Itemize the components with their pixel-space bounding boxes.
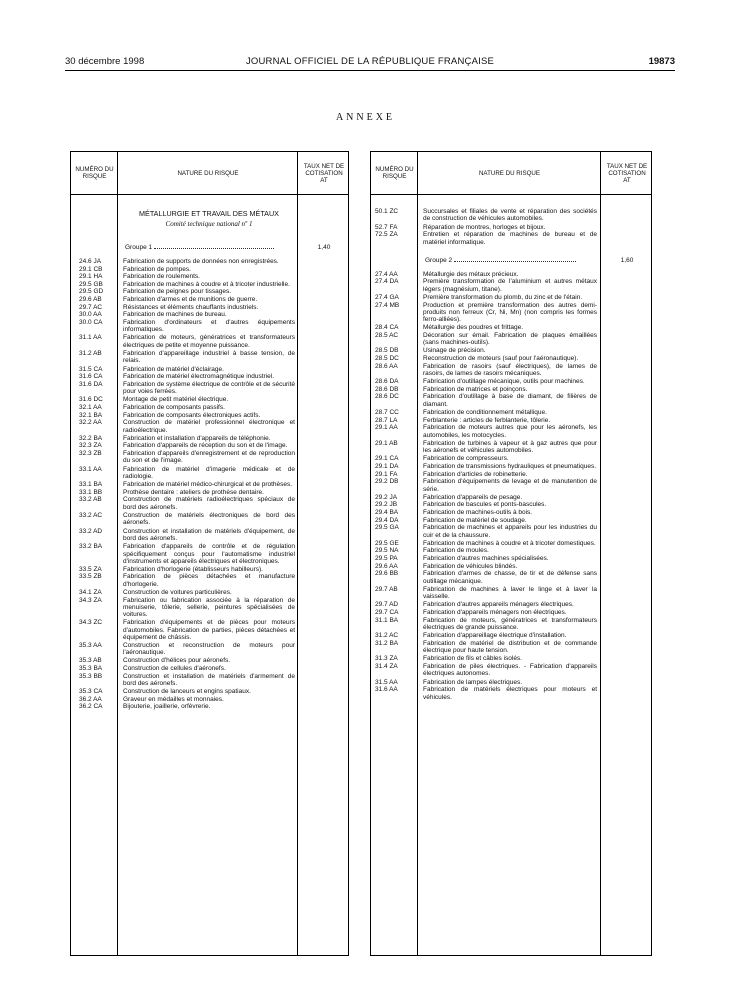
risk-description: Fabrication de peignes pour tissages. xyxy=(123,288,232,296)
risk-description: Fabrication d'autres appareils ménagers électriques. xyxy=(423,601,574,609)
risk-description: Fabrication d'autres machines spécialisées. xyxy=(423,555,549,562)
risk-code: 29.6 AB xyxy=(79,296,102,303)
left-table xyxy=(70,151,349,956)
risk-description: Graveur en médailles et monnaies. xyxy=(123,695,224,703)
risk-code: 32.2 AA xyxy=(79,419,102,427)
risk-code: 33.2 AC xyxy=(79,512,103,519)
risk-code: 28.7 LA xyxy=(375,416,398,424)
table-row xyxy=(71,304,348,311)
table-row xyxy=(371,509,651,516)
table-row xyxy=(71,696,348,703)
header-taux: TAUX NET DE COTISATION AT xyxy=(303,162,345,184)
risk-description: Première transformation du plomb, du zinc et de l'étain. xyxy=(423,294,583,301)
table-row xyxy=(71,366,348,373)
table-row xyxy=(71,334,348,349)
table-row xyxy=(371,640,651,655)
group-1-rate: 1,40 xyxy=(317,244,331,251)
table-row xyxy=(71,381,348,396)
risk-description: Fabrication de conditionnement métallique. xyxy=(423,409,547,416)
table-row xyxy=(71,273,348,280)
risk-code: 24.6 JA xyxy=(79,258,102,265)
table-row xyxy=(371,332,651,347)
table-row xyxy=(71,573,348,588)
risk-code: 31.2 AB xyxy=(79,350,102,357)
risk-code: 31.4 ZA xyxy=(375,663,398,670)
risk-description: Fabrication de matériel d'éclairage. xyxy=(123,365,224,373)
risk-description: Reconstruction de moteurs (sauf pour l'aéronautique). xyxy=(423,355,579,362)
risk-code: 29.5 GA xyxy=(375,524,399,532)
table-row xyxy=(371,455,651,462)
risk-code: 50.1 ZC xyxy=(375,208,399,215)
risk-code: 31.6 DA xyxy=(79,380,103,388)
risk-description: Construction et installation de matériels d'armement de bord des aéronefs. xyxy=(123,672,295,687)
risk-description: Fabrication de turbines à vapeur et à gaz autres que pour les aéronefs et véhicules automobiles. xyxy=(423,439,597,455)
risk-description: Fabrication d'armes et de munitions de guerre. xyxy=(123,296,258,303)
risk-description: Fabrication de transmissions hydrauliques et pneumatiques. xyxy=(423,463,597,470)
risk-code: 30.0 AA xyxy=(79,311,102,319)
risk-description: Fabrication de matériel médico-chirurgical et de prothèses. xyxy=(123,481,293,489)
risk-description: Fabrication de moteurs, génératrices et transformateurs électriques de petite et moyenne puissance. xyxy=(123,334,295,349)
risk-code: 29.7 CA xyxy=(375,609,399,616)
risk-code: 27.4 GA xyxy=(375,294,399,301)
table-row xyxy=(71,665,348,672)
risk-description: Fabrication de machines-outils à bois. xyxy=(423,509,533,516)
risk-code: 31.5 CA xyxy=(79,365,103,373)
left-table-header xyxy=(71,152,348,195)
page-header xyxy=(65,56,675,71)
risk-description: Fabrication de matériel d'imagerie médicale et de radiologie. xyxy=(123,465,295,480)
table-row xyxy=(71,688,348,695)
right-table xyxy=(370,151,652,956)
risk-description: Fabrication ou fabrication associée à la réparation de menuiserie, tôlerie, sellerie, peintures spécialisées de voitures. xyxy=(123,596,295,619)
table-row xyxy=(71,566,348,573)
table-row xyxy=(371,347,651,354)
risk-description: Usinage de précision. xyxy=(423,347,486,355)
left-table-body xyxy=(71,196,348,955)
table-row xyxy=(371,547,651,554)
risk-description: Première transformation de l'aluminium et autres métaux légers (magnésium, titane). xyxy=(423,278,597,293)
table-row xyxy=(371,655,651,662)
risk-code: 52.7 FA xyxy=(375,223,398,231)
table-row xyxy=(371,632,651,639)
risk-description: Prothèse dentaire : ateliers de prothèse dentaire. xyxy=(123,488,264,496)
table-row xyxy=(371,424,651,439)
table-row xyxy=(71,489,348,496)
risk-description: Production et première transformation des autres demi-produits non ferreux (Cr, Ni, Mn) (non compris les formes ferro-alliées). xyxy=(423,301,597,324)
risk-description: Fabrication d'appareils d'enregistrement et de reproduction du son et de l'image. xyxy=(123,450,295,465)
table-row xyxy=(371,271,651,278)
group-1-label: Groupe 1 xyxy=(125,244,293,251)
risk-code: 29.1 HA xyxy=(79,273,103,281)
table-row xyxy=(71,404,348,411)
table-row xyxy=(371,663,651,678)
table-row xyxy=(371,231,651,246)
risk-code: 33.1 BA xyxy=(79,481,103,489)
risk-code: 27.4 AA xyxy=(375,270,398,278)
risk-description: Construction de cellules d'aéronefs. xyxy=(123,665,226,672)
table-row xyxy=(71,597,348,619)
risk-code: 35.3 BB xyxy=(79,672,103,680)
table-row xyxy=(71,319,348,334)
table-row xyxy=(371,386,651,393)
table-row xyxy=(371,517,651,524)
table-row xyxy=(71,311,348,318)
table-row xyxy=(371,563,651,570)
risk-code: 28.7 CC xyxy=(375,409,399,416)
risk-description: Fabrication d'appareils de pesage. xyxy=(423,493,523,501)
risk-code: 34.1 ZA xyxy=(79,589,102,596)
table-row xyxy=(71,396,348,403)
risk-code: 32.3 ZA xyxy=(79,442,102,450)
table-row xyxy=(71,266,348,273)
risk-code: 31.5 AA xyxy=(375,678,398,686)
risk-code: 29.4 BA xyxy=(375,509,399,516)
table-row xyxy=(371,478,651,493)
table-row xyxy=(371,471,651,478)
risk-description: Fabrication de moteurs, génératrices et transformateurs électriques de grande puissance. xyxy=(423,616,597,631)
header-taux: TAUX NET DE COTISATION AT xyxy=(606,162,648,184)
header-numero: NUMÉRO DU RISQUE xyxy=(375,166,414,180)
risk-code: 29.7 AC xyxy=(79,303,103,311)
risk-code: 35.3 AB xyxy=(79,657,102,665)
risk-description: Résistances et éléments chauffants industriels. xyxy=(123,303,259,311)
risk-code: 28.5 DC xyxy=(375,355,399,362)
risk-code: 31.6 CA xyxy=(79,373,103,381)
table-row xyxy=(71,466,348,481)
header-page-number: 19873 xyxy=(648,56,675,67)
annexe-title: ANNEXE xyxy=(335,112,396,123)
table-row xyxy=(371,686,651,701)
risk-code: 29.5 GD xyxy=(79,288,104,296)
risk-description: Fabrication d'outillage mécanique, outils pour machines. xyxy=(423,378,585,386)
table-row xyxy=(71,435,348,442)
risk-description: Fabrication de fils et câbles isolés. xyxy=(423,655,522,663)
header-nature: NATURE DU RISQUE xyxy=(177,169,239,177)
table-row xyxy=(71,450,348,465)
risk-description: Construction et installation de matériels d'équipement, de bord des aéronefs. xyxy=(123,527,295,542)
risk-description: Fabrication d'appareillage industriel à basse tension, de relais. xyxy=(123,350,295,365)
table-row xyxy=(71,619,348,641)
table-row xyxy=(71,281,348,288)
risk-description: Fabrication d'articles de robinetterie. xyxy=(423,470,528,478)
risk-description: Construction de matériel professionnel électronique et radioélectrique. xyxy=(123,419,295,434)
header-journal-title: JOURNAL OFFICIEL DE LA RÉPUBLIQUE FRANÇAISE xyxy=(245,56,495,67)
risk-description: Fabrication de machines à laver le linge et à laver la vaisselle. xyxy=(423,585,597,601)
right-table-header xyxy=(371,152,651,195)
header-numero: NUMÉRO DU RISQUE xyxy=(75,166,114,180)
risk-description: Fabrication de composants passifs. xyxy=(123,404,225,411)
risk-code: 29.7 AB xyxy=(375,585,398,593)
table-row xyxy=(371,555,651,562)
risk-description: Ferblanterie : articles de ferblanterie, tôlerie. xyxy=(423,416,551,424)
table-row xyxy=(71,543,348,565)
risk-description: Fabrication de moteurs autres que pour les aéronefs, les automobiles, les motocycles. xyxy=(423,424,597,439)
risk-code: 29.4 DA xyxy=(375,516,399,524)
table-row xyxy=(71,673,348,688)
table-row xyxy=(371,302,651,324)
risk-description: Fabrication de matériel électromagnétique industriel. xyxy=(123,373,275,381)
risk-code: 72.5 ZA xyxy=(375,231,398,239)
risk-code: 29.5 NA xyxy=(375,547,399,555)
table-row xyxy=(371,524,651,539)
risk-description: Fabrication de matériels électriques pour moteurs et véhicules. xyxy=(423,686,597,701)
section-title: MÉTALLURGIE ET TRAVAIL DES MÉTAUX xyxy=(139,209,279,218)
risk-description: Fabrication de machines à coudre et à tricoter industrielle. xyxy=(123,280,290,288)
risk-code: 28.6 DC xyxy=(375,393,399,401)
group-2-rate: 1,60 xyxy=(620,256,634,264)
table-row xyxy=(371,224,651,231)
risk-description: Construction de matériels radioélectriques spéciaux de bord des aéronefs. xyxy=(123,496,295,511)
risk-code: 33.2 AB xyxy=(79,496,102,504)
risk-code: 29.1 FA xyxy=(375,470,398,478)
risk-code: 35.3 BA xyxy=(79,665,103,672)
risk-code: 32.1 BA xyxy=(79,411,103,419)
risk-code: 32.2 BA xyxy=(79,434,103,442)
risk-description: Construction d'hélices pour aéronefs. xyxy=(123,657,231,665)
table-row xyxy=(71,288,348,295)
table-row xyxy=(371,294,651,301)
risk-description: Fabrication de machines et appareils pour les industries du cuir et de la chaussure. xyxy=(423,524,597,539)
risk-code: 29.6 BB xyxy=(375,570,399,578)
risk-description: Succursales et filiales de vente et réparation des sociétés de construction de véhicules automobiles. xyxy=(423,208,597,223)
table-row xyxy=(371,609,651,616)
risk-code: 29.1 CB xyxy=(79,265,103,273)
risk-code: 33.2 BA xyxy=(79,543,103,551)
risk-code: 33.2 AD xyxy=(79,527,103,535)
header-nature: NATURE DU RISQUE xyxy=(478,169,541,177)
risk-description: Fabrication de compresseurs. xyxy=(423,455,509,463)
table-row xyxy=(371,409,651,416)
risk-description: Fabrication de moules. xyxy=(423,547,489,555)
risk-code: 29.2 JA xyxy=(375,493,398,501)
risk-code: 33.1 AA xyxy=(79,465,102,473)
risk-description: Construction de voitures particulières. xyxy=(123,589,232,596)
group-2-label: Groupe 2 xyxy=(425,257,597,264)
risk-code: 33.5 ZA xyxy=(79,565,102,573)
risk-code: 29.5 PA xyxy=(375,555,398,562)
risk-code: 29.5 GB xyxy=(79,280,103,288)
table-row xyxy=(371,363,651,378)
risk-description: Fabrication de matrices et poinçons. xyxy=(423,385,528,393)
right-table-body xyxy=(371,196,651,955)
risk-code: 27.4 MB xyxy=(375,301,400,309)
table-row xyxy=(71,657,348,664)
risk-code: 31.6 AA xyxy=(375,686,398,694)
table-row xyxy=(71,512,348,527)
table-row xyxy=(371,540,651,547)
risk-description: Construction de lanceurs et engins spatiaux. xyxy=(123,688,251,696)
risk-description: Métallurgie des poudres et frittage. xyxy=(423,324,524,332)
risk-description: Métallurgie des métaux précieux. xyxy=(423,270,519,278)
risk-code: 34.3 ZC xyxy=(79,619,103,627)
risk-description: Fabrication de matériel de soudage. xyxy=(423,516,527,524)
table-row xyxy=(371,378,651,385)
table-row xyxy=(71,496,348,511)
risk-description: Entretien et réparation de machines de bureau et de matériel informatique. xyxy=(423,231,597,246)
risk-code: 30.0 CA xyxy=(79,318,103,326)
table-row xyxy=(71,258,348,265)
table-row xyxy=(71,350,348,365)
risk-description: Fabrication de pompes. xyxy=(123,265,191,273)
risk-code: 32.3 ZB xyxy=(79,450,102,457)
risk-description: Fabrication de composants électroniques actifs. xyxy=(123,411,261,419)
table-row xyxy=(71,419,348,434)
risk-code: 29.1 AB xyxy=(375,439,398,447)
risk-code: 28.6 DB xyxy=(375,385,399,393)
risk-code: 31.1 BA xyxy=(375,616,399,624)
risk-code: 29.7 AD xyxy=(375,601,399,609)
table-row xyxy=(71,642,348,657)
risk-code: 29.1 DA xyxy=(375,463,399,470)
risk-description: Fabrication d'appareils de réception du son et de l'image. xyxy=(123,442,288,450)
risk-description: Bijouterie, joaillerie, orfèvrerie. xyxy=(123,703,211,711)
risk-code: 29.5 GE xyxy=(375,539,399,547)
risk-description: Fabrication d'équipements et de pièces pour moteurs d'automobiles. Fabrication de parties, pièces détachées et équipement de châssis. xyxy=(123,619,295,641)
risk-description: Fabrication d'outillage à base de diamant, de filières de diamant. xyxy=(423,393,597,408)
risk-description: Fabrication d'appareils de contrôle et de régulation spécifiquement conçus pour l'automatisme industriel d'instruments et appareils électriques et électroniques. xyxy=(123,543,295,565)
risk-description: Fabrication d'armes de chasse, de tir et de défense sans outillage mécanique. xyxy=(423,570,597,585)
table-row xyxy=(371,208,651,223)
table-row xyxy=(371,355,651,362)
risk-description: Fabrication d'équipements de levage et de manutention de série. xyxy=(423,478,597,493)
risk-description: Fabrication de bascules et ponts-bascules. xyxy=(423,501,547,509)
table-row xyxy=(371,278,651,293)
table-row xyxy=(371,679,651,686)
risk-code: 32.1 AA xyxy=(79,404,102,411)
risk-code: 28.4 CA xyxy=(375,324,399,332)
risk-code: 33.5 ZB xyxy=(79,573,102,581)
table-row xyxy=(371,417,651,424)
table-row xyxy=(371,586,651,601)
committee-label: Comité technique national nº 1 xyxy=(165,220,253,228)
risk-description: Fabrication de machines de bureau. xyxy=(123,311,227,319)
risk-description: Fabrication de rasoirs (sauf électriques), de lames de rasoirs, de lames de rasoirs mécaniques. xyxy=(423,362,597,377)
risk-code: 31.6 DC xyxy=(79,396,103,404)
table-row xyxy=(71,589,348,596)
risk-description: Fabrication de matériel de distribution et de commande électrique pour haute tension. xyxy=(423,639,597,655)
risk-description: Fabrication d'ordinateurs et d'autres équipements informatiques. xyxy=(123,318,295,334)
table-row xyxy=(71,296,348,303)
risk-code: 31.1 AA xyxy=(79,334,102,342)
risk-code: 28.6 AA xyxy=(375,362,398,370)
risk-description: Décoration sur émail. Fabrication de plaques émaillées (sans machines-outils). xyxy=(423,331,597,347)
table-row xyxy=(71,528,348,543)
risk-description: Fabrication d'appareillage électrique d'installation. xyxy=(423,632,567,640)
header-date: 30 décembre 1998 xyxy=(65,56,145,67)
risk-description: Fabrication de lampes électriques. xyxy=(423,678,522,686)
risk-code: 28.6 DA xyxy=(375,378,399,386)
risk-code: 35.3 AA xyxy=(79,641,102,649)
table-row xyxy=(371,440,651,455)
risk-code: 36.2 CA xyxy=(79,703,103,711)
risk-code: 29.1 CA xyxy=(375,455,399,463)
table-row xyxy=(371,324,651,331)
risk-code: 31.3 ZA xyxy=(375,655,398,663)
table-row xyxy=(371,601,651,608)
risk-description: Fabrication d'horlogerie (établisseurs habilleurs). xyxy=(123,565,263,573)
table-row xyxy=(371,393,651,408)
table-row xyxy=(371,570,651,585)
risk-code: 29.2 JB xyxy=(375,501,398,509)
risk-description: Fabrication d'appareils ménagers non électriques. xyxy=(423,609,567,616)
table-row xyxy=(371,463,651,470)
risk-description: Construction de matériels électroniques de bord des aéronefs. xyxy=(123,512,295,527)
risk-code: 28.5 AC xyxy=(375,331,399,339)
risk-description: Fabrication et installation d'appareils de téléphonie. xyxy=(123,434,271,442)
risk-code: 29.2 DB xyxy=(375,478,399,486)
table-row xyxy=(371,617,651,632)
risk-code: 31.2 BA xyxy=(375,639,399,647)
risk-description: Fabrication de système électrique de contrôle et de sécurité pour voies ferrées. xyxy=(123,380,295,396)
risk-description: Fabrication de véhicules blindés. xyxy=(423,562,518,570)
risk-description: Fabrication de machines à coudre et à tricoter domestiques. xyxy=(423,539,596,547)
risk-code: 35.3 CA xyxy=(79,688,103,696)
risk-code: 33.1 BB xyxy=(79,488,103,496)
table-row xyxy=(71,703,348,710)
risk-description: Fabrication de roulements. xyxy=(123,273,200,281)
risk-code: 28.5 DB xyxy=(375,347,399,355)
risk-code: 36.2 AA xyxy=(79,695,102,703)
risk-description: Construction et reconstruction de moteurs pour l'aéronautique. xyxy=(123,641,295,657)
risk-description: Montage de petit matériel électrique. xyxy=(123,396,229,404)
table-row xyxy=(71,373,348,380)
risk-description: Fabrication de supports de données non enregistrées. xyxy=(123,258,279,265)
table-row xyxy=(371,501,651,508)
table-row xyxy=(71,412,348,419)
table-row xyxy=(71,481,348,488)
risk-description: Fabrication de piles électriques. - Fabrication d'appareils électriques autonomes. xyxy=(423,663,597,678)
risk-code: 27.4 DA xyxy=(375,278,399,286)
risk-description: Fabrication de pièces détachées et manufacture d'horlogerie. xyxy=(123,573,295,588)
table-row xyxy=(371,494,651,501)
risk-code: 29.1 AA xyxy=(375,424,398,432)
table-row xyxy=(71,442,348,449)
risk-code: 34.3 ZA xyxy=(79,596,102,604)
risk-code: 29.6 AA xyxy=(375,562,398,570)
risk-description: Réparation de montres, horloges et bijoux. xyxy=(423,223,546,231)
risk-code: 31.2 AC xyxy=(375,632,399,640)
